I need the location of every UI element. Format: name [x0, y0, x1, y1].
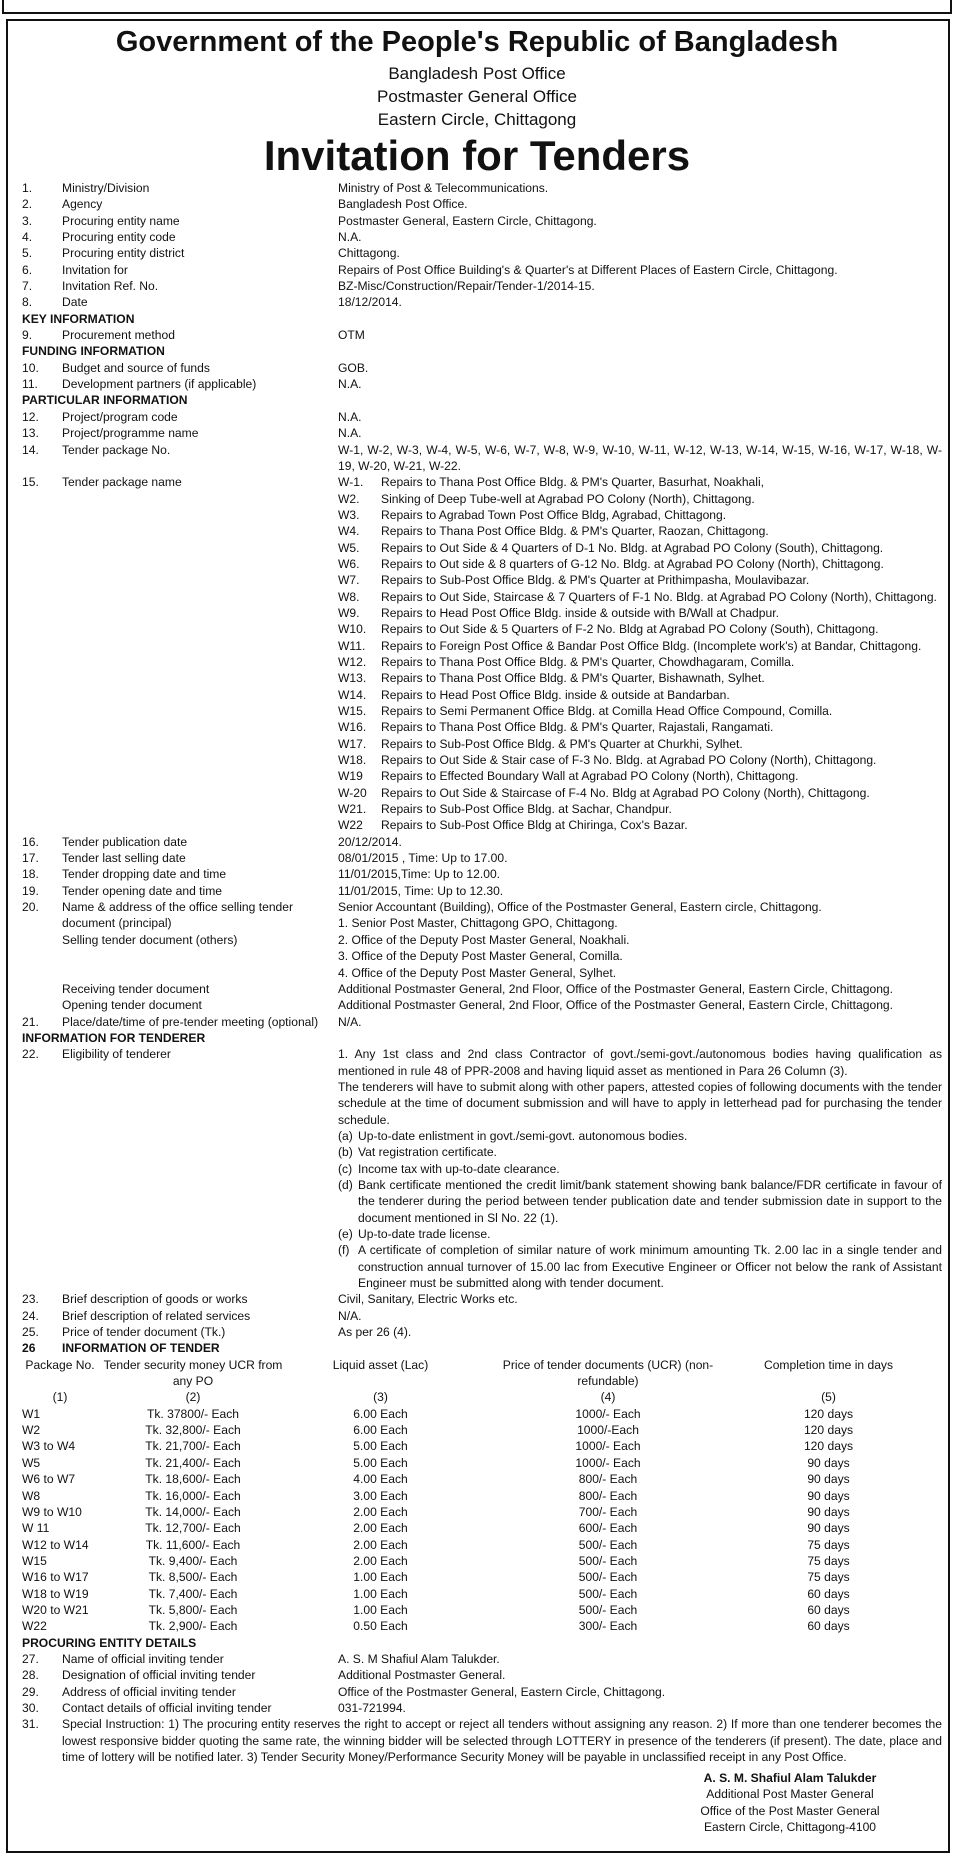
package-item: [338, 491, 942, 507]
item-row: [22, 180, 942, 196]
table-cell: 120 days: [803, 1406, 854, 1421]
eligibility-code: (f): [338, 1243, 350, 1258]
table-cell: 2.00 Each: [353, 1553, 408, 1568]
table-cell: 2.00 Each: [353, 1504, 408, 1519]
package-item: [338, 589, 942, 605]
package-code: W13.: [338, 671, 367, 686]
table-cell: 0.50 Each: [353, 1619, 408, 1634]
item-value: 11/01/2015,Time: Up to 12.00.: [338, 867, 501, 882]
package-name: Repairs to Out Side, Staircase & 7 Quarters of F-1 No. Bldg. at Agrabad PO Colony (North), Chittagong.: [381, 589, 937, 604]
package-code: W16.: [338, 720, 367, 735]
table-cell: 700/- Each: [578, 1504, 638, 1519]
item-row: 11. Development partners (if applicable) N.A.: [22, 377, 362, 392]
table-cell: Tk. 37800/- Each: [146, 1406, 240, 1421]
item-value: 11/01/2015, Time: Up to 12.30.: [338, 883, 504, 898]
eligibility-item: [338, 1161, 942, 1177]
table-cell: 60 days: [807, 1619, 850, 1634]
eligibility-code: (e): [338, 1227, 353, 1241]
signatory-designation: Additional Post Master General: [706, 1787, 874, 1802]
item-row: [22, 1684, 942, 1700]
item-label: Procuring entity district: [62, 246, 185, 261]
item-value: A. S. M Shafiul Alam Talukder.: [338, 1651, 500, 1666]
package-item: [338, 752, 942, 768]
item-row: [22, 294, 942, 310]
item-row: [22, 866, 942, 882]
item-row: [22, 1700, 942, 1716]
package-item: [338, 687, 942, 703]
item-number: 1.: [22, 181, 33, 195]
table-cell: 90 days: [807, 1455, 850, 1470]
package-name: Repairs to Effected Boundary Wall at Agrabad PO Colony (North), Chittagong.: [381, 769, 799, 784]
item-row: [22, 262, 942, 278]
item-value: Bangladesh Post Office.: [338, 197, 468, 212]
item-row: 25. Price of tender document (Tk.) As per 26 (4).: [22, 1325, 412, 1340]
section-heading: FUNDING INFORMATION: [22, 344, 165, 359]
eligibility-list: [338, 1128, 942, 1291]
table-cell: 1.00 Each: [353, 1586, 408, 1601]
item-row: 23. Brief description of goods or works Civil, Sanitary, Electric Works etc.: [22, 1292, 518, 1307]
table-cell: W20 to W21: [22, 1602, 89, 1617]
signatory-name: A. S. M. Shafiul Alam Talukder: [703, 1771, 877, 1785]
table-cell: Tk. 8,500/- Each: [148, 1570, 238, 1585]
table-cell: 75 days: [807, 1570, 850, 1585]
package-name: Repairs to Agrabad Town Post Office Bldg, Agrabad, Chittagong.: [381, 507, 727, 522]
item-value: Additional Postmaster General.: [338, 1668, 506, 1683]
package-name: Repairs to Out Side & 5 Quarters of F-2 No. Bldg at Agrabad PO Colony (South), Chittagong.: [381, 622, 879, 637]
item-row: 13. Project/programme name N.A.: [22, 426, 362, 441]
date-items: [22, 834, 942, 899]
package-name: Repairs to Out Side & Staircase of F-4 No. Bldg at Agrabad PO Colony (North), Chittagong.: [381, 785, 870, 800]
package-names-row: 15. Tender package name W-1. Repairs to Thana Post Office Bldg. & PM's Quarter, Basurhat, Noakhali, W2. Sinking of Deep Tube-well at Agrabad PO Colony (North), Chittagong. W3. Repairs to Agrabad Town Post Office Bldg, Agrabad, Chittagong. W4. Repairs to Thana Post Office Bldg. & PM's Quarter, Raozan, Chittagong. W5. Repairs to Out Side & 4 Quarters of D-1 No. Bldg. at Agrabad PO Colony (South), Chittagong. W6. Repairs to Out side & 8 quarters of G-12 No. Bldg. at Agrabad PO Colony (North), Chittagong. W7. Repairs to Sub-Post Office Bldg. & PM's Quarter at Prithimpasha, Moulavibazar. W8. Repairs to Out Side, Staircase & 7 Quarters of F-1 No. Bldg. at Agrabad PO Colony (North), Chittagong. W9. Repairs to Head Post Office Bldg. inside & outside with B/Wall at Chadpur. W10. Repairs to Out Side & 5 Quarters of F-2 No. Bldg at Agrabad PO Colony (South), Chittagong. W11. Repairs to Foreign Post Office & Bandar Post Office Bldg. (Incomplete work's) at Bandar, Chittagong. W12. Repairs to Thana Post Office Bldg. & PM's Quarter, Chowdhagaram, Comilla. W13. Repairs to Thana Post Office Bldg. & PM's Quarter, Bishawnath, Sylhet. W14. Repairs to Head Post Office Bldg. inside & outside at Bandarban. W15. Repairs to Semi Permanent Office Bldg. at Comilla Head Office Compound, Comilla. W16. Repairs to Thana Post Office Bldg. & PM's Quarter, Rajastali, Rangamati. W17. Repairs to Sub-Post Office Bldg. & PM's Quarter at Churkhi, Sylhet. W18. Repairs to Out Side & Stair case of F-3 No. Bldg. at Agrabad PO Colony (North), Chittagong. W19 Repairs to Effected Boundary Wall at Agrabad PO Colony (North), Chittagong. W-20 Repairs to Out Side & Staircase of F-4 No. Bldg at Agrabad PO Colony (North), Chittagong. W21. Repairs to Sub-Post Office Bldg. at Sachar, Chandpur. W22 Repairs to Sub-Post Office Bldg at Chiringa, Cox's Bazar.: [22, 474, 942, 834]
package-name: Repairs to Thana Post Office Bldg. & PM's Quarter, Bishawnath, Sylhet.: [381, 671, 765, 686]
tender-content: [22, 180, 942, 1765]
table-cell: 1000/- Each: [575, 1406, 641, 1421]
item-value: 08/01/2015 , Time: Up to 17.00.: [338, 851, 508, 866]
package-item: [338, 654, 942, 670]
table-cell: 300/- Each: [578, 1619, 638, 1634]
package-code: W19: [338, 769, 363, 784]
eligibility-text: Bank certificate mentioned the credit limit/bank statement showing bank balance/FDR certificate in favour of the tenderer during the period between tender publication date and tender submission date in support to the document mentioned in Sl No. 22 (1).: [358, 1177, 942, 1225]
item-row: [22, 245, 942, 261]
section-heading: PARTICULAR INFORMATION: [22, 393, 188, 408]
item-label: Invitation for: [62, 262, 128, 277]
package-item: [338, 736, 942, 752]
eligibility-item: [338, 1226, 942, 1242]
special-instruction-row: 31. Special Instruction: 1) The procuring entity reserves the right to accept or reject all tenders without assigning any reason. 2) If more than one tenderer becomes the lowest responsive bidder quoting the same rate, the winning bidder will be selected through LOTTERY in presence of the tenderers (if present). The date, place and time of lottery will be notified later. 3) Tender Security Money/Performance Security Money will be payable in unclassified receipt in any Post Office.: [22, 1717, 942, 1764]
table-cell: 500/- Each: [578, 1586, 638, 1601]
package-code: W14.: [338, 687, 367, 702]
table-header: Liquid asset (Lac): [332, 1357, 429, 1372]
eligibility-item: [338, 1144, 942, 1160]
item-number: 16.: [22, 834, 39, 849]
item-row: document (principal) 1. Senior Post Master, Chittagong GPO, Chittagong.: [62, 916, 618, 931]
eligibility-code: (a): [338, 1128, 353, 1143]
table-cell: Tk. 9,400/- Each: [148, 1553, 238, 1568]
item-label: Tender publication date: [62, 834, 188, 849]
table-cell: 3.00 Each: [353, 1488, 408, 1503]
table-cell: W12 to W14: [22, 1537, 89, 1552]
item-label: Date: [62, 295, 88, 310]
item-row: [22, 883, 942, 899]
package-name: Repairs to Head Post Office Bldg. inside & outside with B/Wall at Chadpur.: [381, 605, 779, 620]
item-value: Chittagong.: [338, 246, 400, 261]
eligibility-text: Income tax with up-to-date clearance.: [358, 1161, 560, 1176]
package-item: [338, 670, 942, 686]
eligibility-code: (d): [338, 1177, 353, 1192]
item-row: 9. Procurement method OTM: [22, 328, 365, 343]
eligibility-code: (b): [338, 1145, 353, 1160]
item-label: Invitation Ref. No.: [62, 279, 159, 294]
table-cell: 1000/-Each: [577, 1423, 639, 1438]
package-item: [338, 817, 942, 833]
table-header: Completion time in days: [763, 1357, 894, 1372]
item-value: BZ-Misc/Construction/Repair/Tender-1/2014-15.: [338, 279, 595, 294]
signature-block: [690, 1770, 890, 1835]
item-number: 18.: [22, 867, 39, 882]
item-label: Agency: [62, 197, 103, 212]
item-number: 6.: [22, 262, 33, 277]
item-value: Repairs of Post Office Building's & Quarter's at Different Places of Eastern Circle, Chittagong.: [338, 262, 838, 277]
table-cell: 800/- Each: [578, 1488, 638, 1503]
package-code: W4.: [338, 524, 360, 539]
table-cell: Tk. 7,400/- Each: [148, 1586, 238, 1601]
package-code: W22: [338, 818, 363, 833]
package-item: [338, 719, 942, 735]
item-label: Name of official inviting tender: [62, 1651, 224, 1666]
table-cell: Tk. 21,700/- Each: [145, 1439, 241, 1454]
package-code: W21.: [338, 802, 367, 817]
item-number: 5.: [22, 246, 33, 261]
government-title: Government of the People's Republic of Bangladesh: [115, 26, 839, 58]
item-value: 031-721994.: [338, 1700, 406, 1715]
table-cell: Tk. 5,800/- Each: [148, 1602, 238, 1617]
table-cell: 1000/- Each: [575, 1455, 641, 1470]
item-label: Designation of official inviting tender: [62, 1668, 256, 1683]
item-row: 24. Brief description of related services N/A.: [22, 1308, 362, 1323]
item-row: [22, 213, 942, 229]
package-item: [338, 474, 942, 490]
package-code: W12.: [338, 654, 367, 669]
package-name: Sinking of Deep Tube-well at Agrabad PO Colony (North), Chittagong.: [381, 491, 755, 506]
item-value: N.A.: [338, 230, 362, 245]
section-heading: KEY INFORMATION: [22, 311, 135, 326]
package-name: Repairs to Thana Post Office Bldg. & PM's Quarter, Raozan, Chittagong.: [381, 524, 769, 539]
table-cell: 2.00 Each: [353, 1521, 408, 1536]
package-code: W18.: [338, 753, 367, 768]
table-header: Tender security money UCR from any PO: [103, 1357, 283, 1389]
table-cell: 120 days: [803, 1423, 854, 1438]
package-item: [338, 572, 942, 588]
table-cell: W6 to W7: [22, 1472, 76, 1487]
signatory-address: Eastern Circle, Chittagong-4100: [703, 1820, 877, 1835]
item-row: [22, 850, 942, 866]
eligibility-row: 22. Eligibility of tenderer 1. Any 1st class and 2nd class Contractor of govt./semi-govt./autonomous bodies having qualification as mentioned in rule 48 of PPR-2008 and having liquid asset as mentioned in Para 26 Column (3). The tenderers will have to submit along with other papers, attested copies of following documents with the tender schedule at the time of document submission and will have to apply in letterhead pad for purchasing the tender schedule. (a) Up-to-date enlistment in govt./semi-govt. autonomous bodies. (b) Vat registration certificate. (c) Income tax with up-to-date clearance. (d) Bank certificate mentioned the credit limit/bank statement showing bank balance/FDR certificate in favour of the tenderer during the period between tender publication date and tender submission date in support to the document mentioned in Sl No. 22 (1). (e) Up-to-date trade license. (f) A certificate of completion of similar nature of work minimum amounting Tk. 2.00 lac in a single tender and construction annual turnover of 15.00 lac from Executive Engineer or Officer not below the rank of Assistant Engineer must be submitted along with tender document.: [22, 1047, 942, 1291]
item-label: Tender dropping date and time: [62, 867, 227, 882]
table-cell: 500/- Each: [578, 1553, 638, 1568]
table-cell: Tk. 12,700/- Each: [145, 1521, 241, 1536]
circle-line: Eastern Circle, Chittagong: [377, 110, 577, 129]
item-label: Contact details of official inviting tender: [62, 1700, 272, 1715]
package-item: [338, 556, 942, 572]
table-cell: 90 days: [807, 1504, 850, 1519]
package-name: Repairs to Thana Post Office Bldg. & PM's Quarter, Basurhat, Noakhali,: [381, 475, 765, 490]
section-heading: INFORMATION FOR TENDERER: [22, 1030, 206, 1045]
package-code: W-1.: [338, 475, 364, 490]
table-cell: 1.00 Each: [353, 1570, 408, 1585]
eligibility-text: Up-to-date enlistment in govt./semi-govt. autonomous bodies.: [358, 1128, 688, 1143]
table-cell: 5.00 Each: [353, 1455, 408, 1470]
item-value: Postmaster General, Eastern Circle, Chittagong.: [338, 213, 597, 228]
table-cell: W18 to W19: [22, 1586, 89, 1601]
item-number: 28.: [22, 1668, 39, 1683]
package-name: Repairs to Thana Post Office Bldg. & PM's Quarter, Chowdhagaram, Comilla.: [381, 654, 795, 669]
table-header: Price of tender documents (UCR) (non-refundable): [502, 1357, 714, 1389]
package-name: Repairs to Sub-Post Office Bldg. & PM's Quarter at Churkhi, Sylhet.: [381, 736, 743, 751]
item-number: 8.: [22, 295, 33, 310]
item-label: Ministry/Division: [62, 181, 150, 195]
table-cell: Tk. 11,600/- Each: [145, 1537, 241, 1552]
eligibility-text: Up-to-date trade license.: [358, 1227, 491, 1241]
table-cell: 2.00 Each: [353, 1537, 408, 1552]
item-number: 19.: [22, 883, 39, 898]
item-label: Tender last selling date: [62, 851, 186, 866]
item-value: 18/12/2014.: [338, 295, 402, 310]
item-row: [22, 834, 942, 850]
package-code: W5.: [338, 540, 360, 555]
table-cell: W5: [22, 1455, 41, 1470]
item-row: 10. Budget and source of funds GOB.: [22, 360, 369, 375]
item-number: 4.: [22, 230, 33, 245]
table-cell: 90 days: [807, 1472, 850, 1487]
table-cell: 1.00 Each: [353, 1602, 408, 1617]
item-number: 30.: [22, 1700, 39, 1715]
eligibility-item: [338, 1242, 942, 1291]
eligibility-text: A certificate of completion of similar nature of work minimum amounting Tk. 2.00 lac in a single tender and construction annual turnover of 15.00 lac from Executive Engineer or Officer not below the rank of Assistant Engineer must be submitted along with tender document.: [358, 1243, 942, 1291]
section-heading: 26 INFORMATION OF TENDER: [22, 1341, 220, 1356]
table-cell: 90 days: [807, 1521, 850, 1536]
item-number: 29.: [22, 1684, 39, 1699]
package-item: [338, 540, 942, 556]
package-code: W15.: [338, 704, 367, 718]
package-name: Repairs to Thana Post Office Bldg. & PM's Quarter, Rajastali, Rangamati.: [381, 720, 774, 735]
item-number: 2.: [22, 197, 33, 212]
package-list: [338, 474, 942, 834]
item-number: 27.: [22, 1651, 39, 1666]
item-row: 12. Project/program code N.A.: [22, 409, 362, 424]
item-label: Tender opening date and time: [62, 883, 223, 898]
table-cell: 60 days: [807, 1602, 850, 1617]
table-cell: 75 days: [807, 1537, 850, 1552]
package-name: Repairs to Semi Permanent Office Bldg. at Comilla Head Office Compound, Comilla.: [381, 704, 833, 718]
table-column-number: (2): [185, 1390, 201, 1405]
package-name: Repairs to Foreign Post Office & Bandar Post Office Bldg. (Incomplete work's) at Bandar, Chittagong.: [381, 638, 922, 653]
table-column-number: (1): [52, 1390, 68, 1405]
package-item: [338, 801, 942, 817]
table-cell: W1: [22, 1406, 41, 1421]
table-cell: Tk. 32,800/- Each: [145, 1423, 241, 1438]
item-label: Procuring entity name: [62, 213, 180, 228]
table-cell: 75 days: [807, 1553, 850, 1568]
package-item: [338, 621, 942, 637]
table-cell: 500/- Each: [578, 1602, 638, 1617]
table-column-number: (5): [821, 1390, 836, 1405]
table-cell: 500/- Each: [578, 1537, 638, 1552]
package-item: [338, 703, 942, 719]
top-border-box: [2, 0, 952, 14]
package-code: W7.: [338, 573, 360, 588]
package-code: W9.: [338, 605, 360, 620]
table-cell: W 11: [22, 1521, 50, 1536]
item-label: Address of official inviting tender: [62, 1684, 236, 1699]
eligibility-item: [338, 1128, 942, 1144]
table-cell: 60 days: [807, 1586, 850, 1601]
table-cell: 90 days: [807, 1488, 850, 1503]
tender-table: [22, 1357, 942, 1635]
table-cell: Tk. 16,000/- Each: [145, 1488, 241, 1503]
package-item: [338, 523, 942, 539]
package-code: W-20: [338, 785, 367, 800]
package-name: Repairs to Sub-Post Office Bldg. & PM's Quarter at Prithimpasha, Moulavibazar.: [381, 573, 810, 588]
table-cell: Tk. 21,400/- Each: [145, 1455, 241, 1470]
package-item: [338, 785, 942, 801]
package-name: Repairs to Sub-Post Office Bldg. at Sachar, Chandpur.: [381, 802, 672, 817]
item-row: 14. Tender package No. W-1, W-2, W-3, W-4, W-5, W-6, W-7, W-8, W-9, W-10, W-11, W-12, W-13, W-14, W-15, W-16, W-17, W-18, W-19, W-20, W-21, W-22.: [22, 442, 942, 473]
item-value: 20/12/2014.: [338, 834, 402, 849]
item-row: Opening tender document Additional Postmaster General, 2nd Floor, Office of the Postmaster General, Eastern Circle, Chittagong.: [62, 998, 894, 1013]
item-row: [22, 229, 942, 245]
table-cell: W16 to W17: [22, 1570, 89, 1585]
package-code: W2.: [338, 491, 360, 506]
package-name: Repairs to Head Post Office Bldg. inside & outside at Bandarban.: [381, 687, 730, 702]
item-row: Selling tender document (others) 2. Office of the Deputy Post Master General, Noakhali.: [62, 932, 630, 947]
table-cell: 120 days: [803, 1439, 854, 1454]
table-cell: Tk. 2,900/- Each: [148, 1619, 238, 1634]
item-value: Office of the Postmaster General, Eastern Circle, Chittagong.: [338, 1684, 666, 1699]
package-code: W17.: [338, 736, 367, 751]
table-cell: Tk. 14,000/- Each: [145, 1504, 241, 1519]
table-cell: W22: [22, 1619, 47, 1634]
item-row: 3. Office of the Deputy Post Master General, Comilla.: [338, 949, 623, 964]
item-row: 20. Name & address of the office selling tender Senior Accountant (Building), Office of the Postmaster General, Eastern circle, Chittagong.: [22, 900, 822, 915]
table-cell: 600/- Each: [578, 1521, 638, 1536]
official-items: [22, 1651, 942, 1716]
table-cell: W3 to W4: [22, 1439, 76, 1454]
table-cell: W9 to W10: [22, 1504, 82, 1519]
table-cell: Tk. 18,600/- Each: [145, 1472, 241, 1487]
item-row: [22, 278, 942, 294]
document-title: Invitation for Tenders: [263, 132, 691, 179]
table-cell: 6.00 Each: [353, 1423, 408, 1438]
table-column-number: (3): [373, 1390, 388, 1405]
table-header: Package No.: [25, 1357, 95, 1372]
item-number: 7.: [22, 279, 33, 294]
table-cell: 5.00 Each: [353, 1439, 408, 1454]
item-number: 17.: [22, 851, 39, 866]
item-row: [22, 1667, 942, 1683]
item-row: [22, 1651, 942, 1667]
postmaster-office-line: Postmaster General Office: [377, 87, 577, 106]
table-cell: W15: [22, 1553, 47, 1568]
item-row: [22, 196, 942, 212]
table-cell: 800/- Each: [578, 1472, 638, 1487]
eligibility-code: (c): [338, 1161, 353, 1176]
post-office-line: Bangladesh Post Office: [388, 64, 566, 83]
package-item: [338, 638, 942, 654]
item-label: Procuring entity code: [62, 230, 176, 245]
package-code: W11.: [338, 638, 366, 653]
package-code: W10.: [338, 622, 367, 637]
package-code: W3.: [338, 507, 360, 522]
package-name: Repairs to Out side & 8 quarters of G-12 No. Bldg. at Agrabad PO Colony (North), Chittagong.: [381, 556, 884, 571]
package-name: Repairs to Out Side & 4 Quarters of D-1 No. Bldg. at Agrabad PO Colony (South), Chittagong.: [381, 540, 884, 555]
package-code: W8.: [338, 589, 360, 604]
table-cell: 4.00 Each: [353, 1472, 408, 1487]
package-code: W6.: [338, 556, 360, 571]
package-name: Repairs to Out Side & Stair case of F-3 No. Bldg. at Agrabad PO Colony (North), Chittagong.: [381, 753, 877, 768]
table-cell: 1000/- Each: [575, 1439, 641, 1454]
item-value: Ministry of Post & Telecommunications.: [338, 181, 549, 195]
signatory-office: Office of the Post Master General: [700, 1803, 880, 1818]
eligibility-item: [338, 1177, 942, 1226]
package-item: [338, 507, 942, 523]
table-column-number: (4): [600, 1390, 616, 1405]
package-item: [338, 768, 942, 784]
table-cell: W2: [22, 1423, 41, 1438]
table-cell: 6.00 Each: [353, 1406, 408, 1421]
table-cell: 500/- Each: [578, 1570, 638, 1585]
table-cell: W8: [22, 1488, 41, 1503]
package-item: [338, 605, 942, 621]
basic-items: [22, 180, 942, 311]
item-row: 21. Place/date/time of pre-tender meeting (optional) N/A.: [22, 1014, 362, 1029]
eligibility-text: Vat registration certificate.: [358, 1145, 497, 1160]
item-number: 3.: [22, 213, 33, 228]
item-row: Receiving tender document Additional Postmaster General, 2nd Floor, Office of the Postmaster General, Eastern Circle, Chittagong.: [62, 981, 894, 996]
section-heading: PROCURING ENTITY DETAILS: [22, 1635, 197, 1650]
item-row: 4. Office of the Deputy Post Master General, Sylhet.: [338, 965, 617, 980]
package-name: Repairs to Sub-Post Office Bldg at Chiringa, Cox's Bazar.: [381, 818, 688, 833]
